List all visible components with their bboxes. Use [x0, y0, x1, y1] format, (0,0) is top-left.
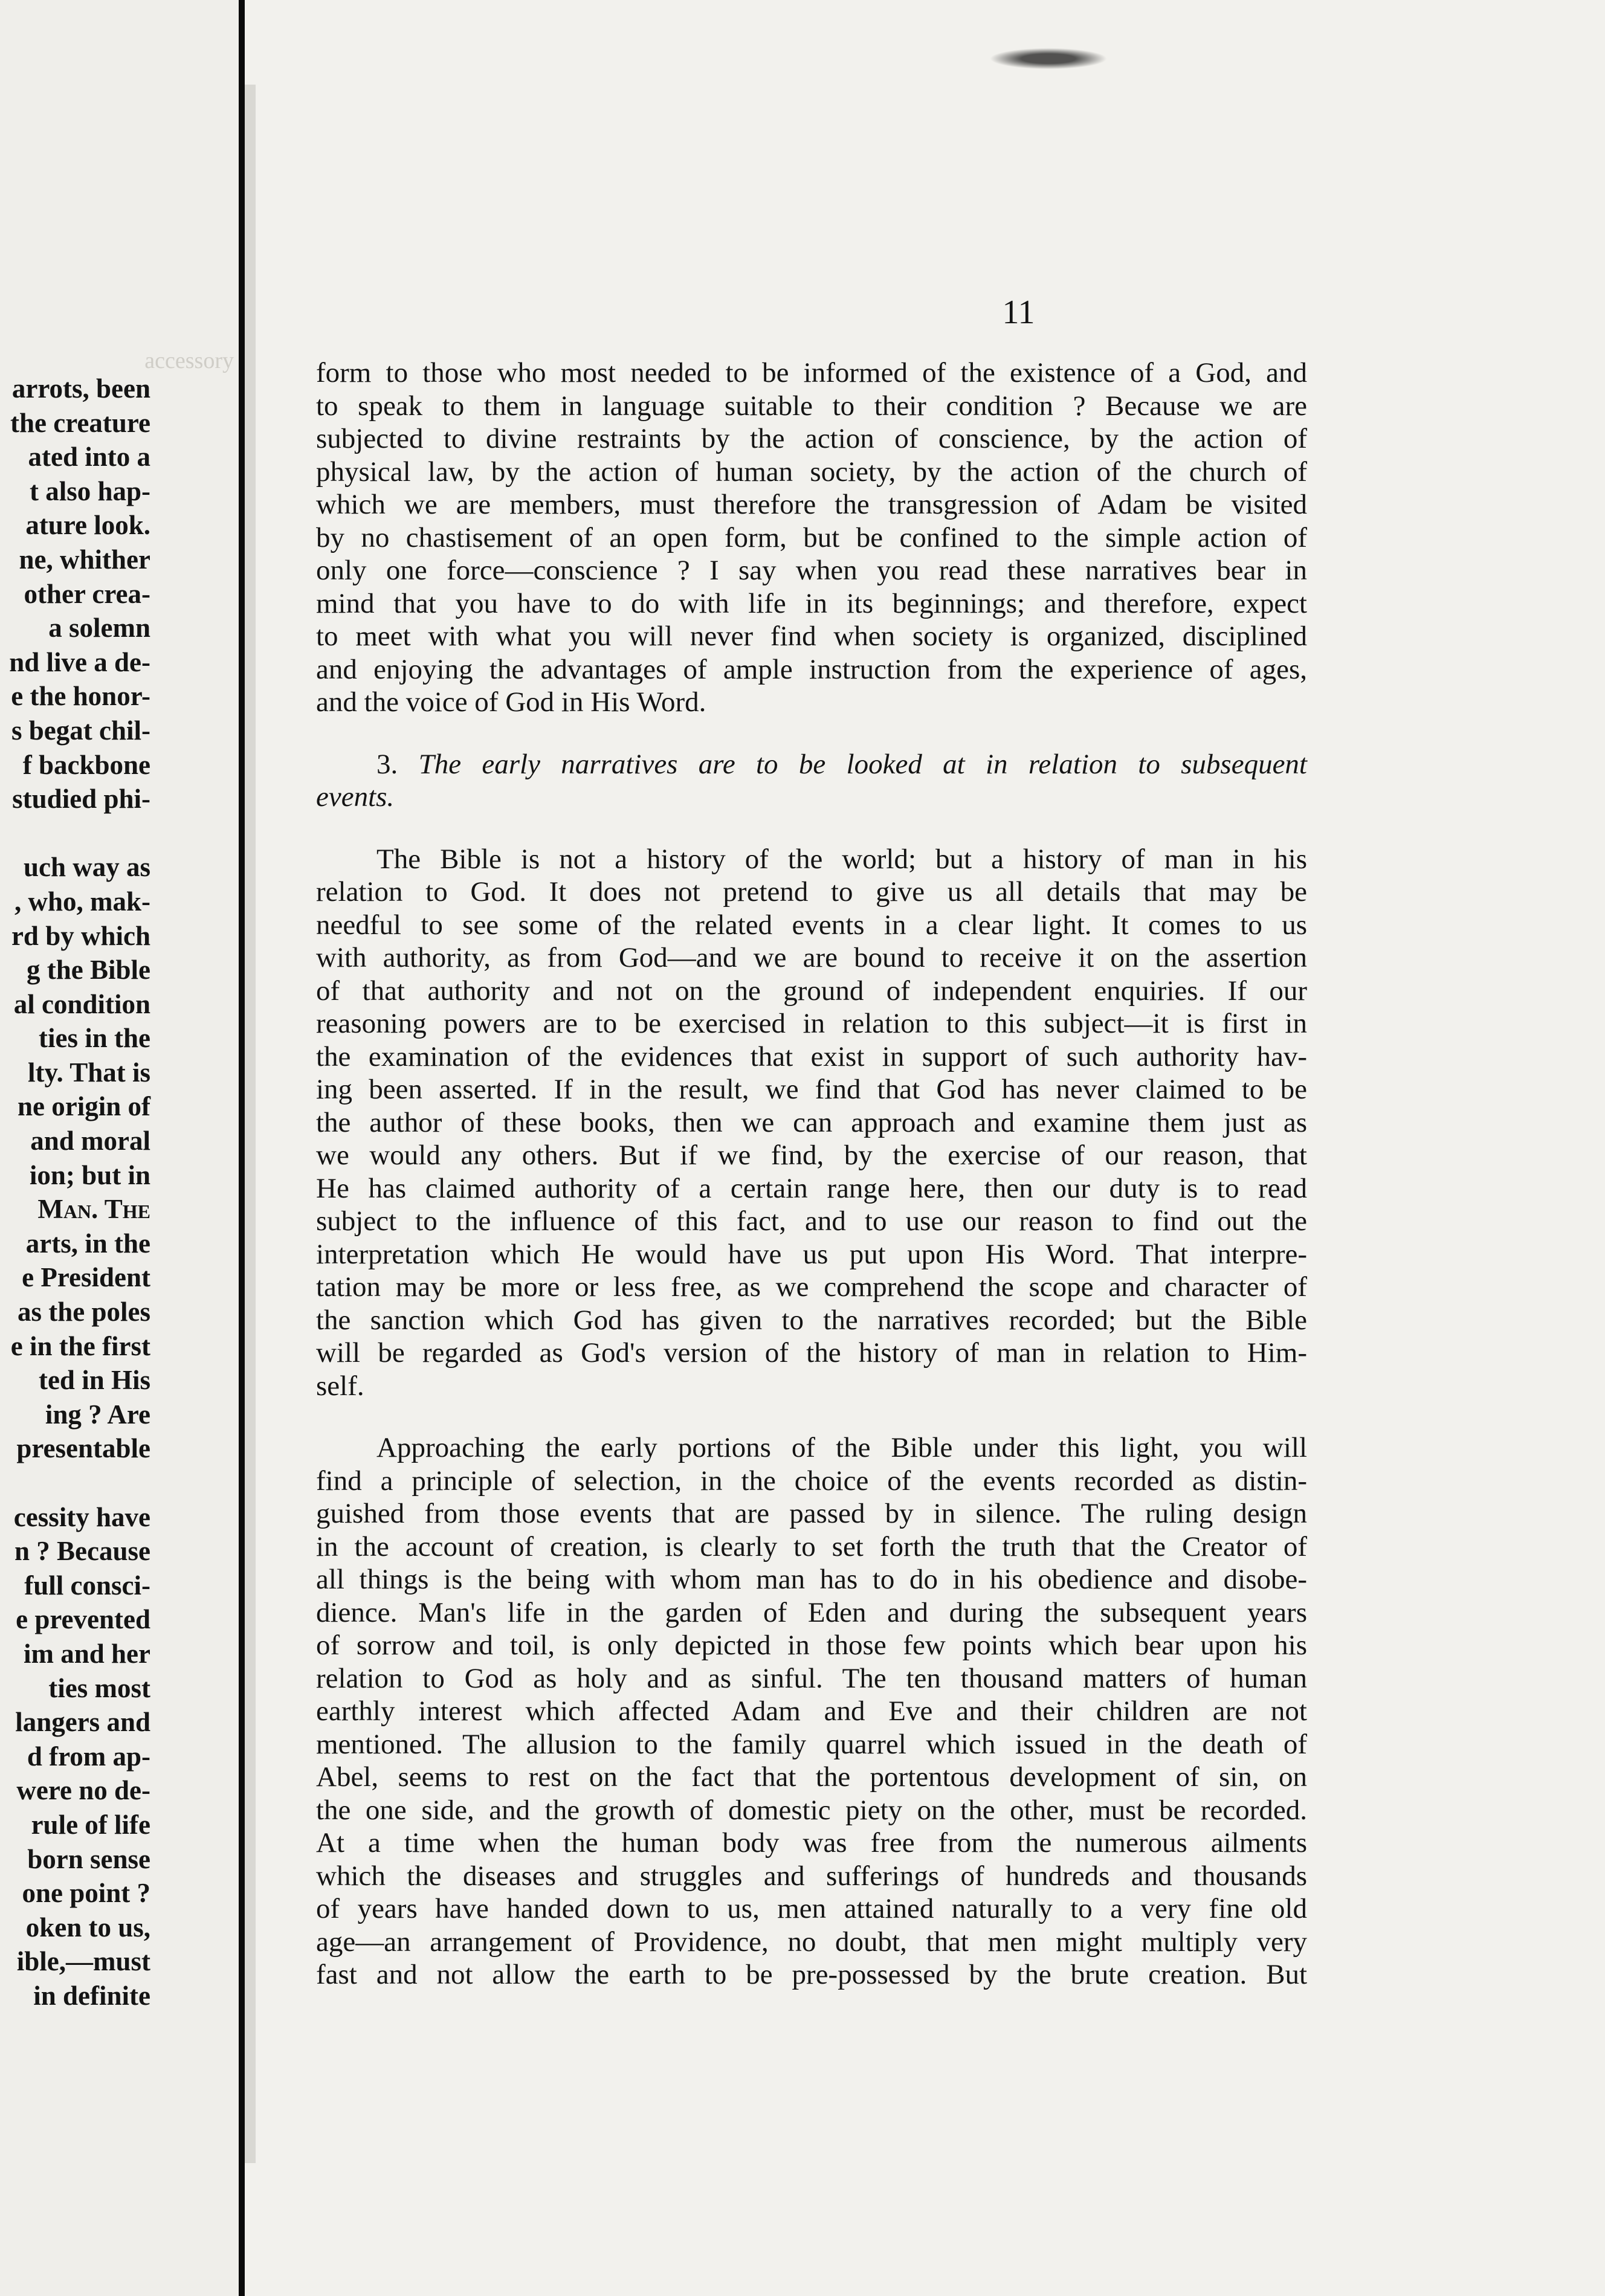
- left-page-line: t also hap-: [29, 476, 150, 506]
- text-line: The Bible is not a history of the world; but a history of man in his: [376, 843, 1307, 875]
- paragraph-bible-history: [316, 843, 1307, 1403]
- left-page-line: s begat chil-: [11, 715, 150, 746]
- text-line: earthly interest which affected Adam and Eve and their children are not: [316, 1695, 1307, 1727]
- section-heading: [316, 748, 1307, 814]
- text-line: to speak to them in language suitable to their condition ? Because we are: [316, 390, 1307, 422]
- left-page-line: lty. That is: [28, 1057, 150, 1088]
- text-line: needful to see some of the related events in a clear light. It comes to us: [316, 909, 1307, 941]
- text-line: form to those who most needed to be informed of the existence of a God, and: [316, 357, 1307, 389]
- left-page-line: arrots, been: [11, 373, 150, 404]
- text-line: by no chastisement of an open form, but be confined to the simple action of: [316, 521, 1307, 553]
- left-page-line: ible,—must: [16, 1946, 150, 1977]
- text-line: interpretation which He would have us put upon His Word. That interpre-: [316, 1238, 1307, 1270]
- left-page-line: rule of life: [31, 1809, 150, 1840]
- binding-mark: [985, 47, 1112, 70]
- text-line: of years have handed down to us, men attained naturally to a very fine old: [316, 1893, 1307, 1924]
- text-line: will be regarded as God's version of the history of man in relation to Him-: [316, 1337, 1307, 1369]
- left-page-line: e President: [22, 1262, 150, 1293]
- text-line: relation to God. It does not pretend to give us all details that may be: [316, 876, 1307, 908]
- text-line: reasoning powers are to be exercised in relation to this subject—it is first in: [316, 1008, 1307, 1039]
- text-line: in the account of creation, is clearly to set forth the truth that the Creator of: [316, 1530, 1307, 1562]
- paragraph-selection-principle: [316, 1431, 1307, 1991]
- left-page-line: e in the first: [10, 1330, 150, 1361]
- text-line: the examination of the evidences that exist in support of such authority hav-: [316, 1040, 1307, 1072]
- text-line: He has claimed authority of a certain range here, then our duty is to read: [316, 1172, 1307, 1204]
- left-page-line: f backbone: [22, 749, 150, 780]
- left-page-line: studied phi-: [12, 784, 150, 814]
- text-line: Abel, seems to rest on the fact that the portentous development of sin, on: [316, 1761, 1307, 1793]
- text-line: of that authority and not on the ground of independent enquiries. If our: [316, 975, 1307, 1007]
- left-page-line: presentable: [16, 1433, 150, 1464]
- paragraph-continued: [316, 356, 1307, 719]
- left-page-line: ion; but in: [29, 1159, 150, 1190]
- left-page-line: ties in the: [39, 1023, 150, 1054]
- text-line: ing been asserted. If in the result, we find that God has never claimed to be: [316, 1074, 1307, 1105]
- page-gutter: [239, 0, 245, 2296]
- text-line: age—an arrangement of Providence, no doubt, that men might multiply very: [316, 1926, 1307, 1958]
- text-line: Approaching the early portions of the Bible under this light, you will: [376, 1432, 1307, 1463]
- text-line: the author of these books, then we can approach and examine them just as: [316, 1106, 1307, 1138]
- text-line: fast and not allow the earth to be pre-possessed by the brute creation. But: [316, 1959, 1307, 1990]
- left-page-line: ated into a: [28, 442, 150, 472]
- left-page-line: cessity have: [13, 1501, 150, 1532]
- text-line: with authority, as from God—and we are bound to receive it on the assertion: [316, 942, 1307, 973]
- left-page-line: n ? Because: [15, 1536, 150, 1567]
- left-page-line: nd live a de-: [9, 647, 150, 677]
- text-line: mentioned. The allusion to the family quarrel which issued in the death of: [316, 1728, 1307, 1760]
- text-line: the sanction which God has given to the narratives recorded; but the Bible: [316, 1304, 1307, 1336]
- left-page-line: born sense: [27, 1843, 150, 1874]
- left-page-line: other crea-: [24, 578, 150, 609]
- left-page-line: ne origin of: [18, 1091, 150, 1122]
- text-line: dience. Man's life in the garden of Eden and during the subsequent years: [316, 1596, 1307, 1628]
- left-page-line: g the Bible: [26, 955, 150, 985]
- text-line: to meet with what you will never find when society is organized, disciplined: [316, 621, 1307, 652]
- left-page-line: in definite: [33, 1980, 150, 2011]
- left-page-line: ne, whither: [19, 544, 150, 575]
- text-line: subjected to divine restraints by the action of conscience, by the action of: [316, 423, 1307, 454]
- left-page-line: , who, mak-: [14, 886, 150, 917]
- text-line: we would any others. But if we find, by the exercise of our reason, that: [316, 1140, 1307, 1171]
- text-line: only one force—conscience ? I say when you read these narratives bear in: [316, 555, 1307, 586]
- left-page-text-column: [0, 372, 150, 2013]
- text-line: mind that you have to do with life in its beginnings; and therefore, expect: [316, 587, 1307, 619]
- text-line: At a time when the human body was free from the numerous ailments: [316, 1827, 1307, 1859]
- left-page-line: d from ap-: [27, 1741, 150, 1772]
- page-edge-shadow: [245, 85, 256, 2163]
- text-line: find a principle of selection, in the choice of the events recorded as distin-: [316, 1465, 1307, 1497]
- right-page: [245, 0, 1605, 2296]
- text-line: physical law, by the action of human society, by the action of the church of: [316, 456, 1307, 488]
- text-line: subject to the influence of this fact, and to use our reason to find out the: [316, 1205, 1307, 1237]
- heading-text-continued: events.: [316, 781, 395, 813]
- text-line: tation may be more or less free, as we comprehend the scope and character of: [316, 1271, 1307, 1303]
- left-page-line: the creature: [10, 407, 150, 438]
- left-page-line: and moral: [30, 1126, 150, 1156]
- left-page-line: ties most: [48, 1672, 150, 1703]
- page-number: 11: [1002, 294, 1035, 331]
- bleed-through-text: accessory: [144, 348, 234, 373]
- text-line: guished from those events that are passed by in silence. The ruling design: [316, 1498, 1307, 1529]
- left-page-line: were no de-: [16, 1775, 150, 1806]
- left-page-line: langers and: [15, 1707, 150, 1738]
- heading-text: The early narratives are to be looked at in relation to subsequent: [418, 748, 1307, 780]
- left-page-line: e prevented: [16, 1604, 150, 1635]
- text-line: all things is the being with whom man has to do in his obedience and disobe-: [316, 1564, 1307, 1595]
- left-page-line: ted in His: [38, 1365, 150, 1396]
- text-line: the one side, and the growth of domestic piety on the other, must be recorded.: [316, 1794, 1307, 1826]
- left-page-line: a solemn: [48, 613, 150, 643]
- left-page-line: ing ? Are: [45, 1399, 150, 1430]
- heading-number: 3.: [376, 748, 398, 780]
- text-line: and enjoying the advantages of ample instruction from the experience of ages,: [316, 653, 1307, 685]
- body-text: [316, 356, 1307, 2020]
- text-line: relation to God as holy and as sinful. The ten thousand matters of human: [316, 1662, 1307, 1694]
- left-page-line: full consci-: [24, 1570, 150, 1601]
- text-line: which the diseases and struggles and sufferings of hundreds and thousands: [316, 1860, 1307, 1892]
- left-page-line: as the poles: [17, 1297, 150, 1327]
- left-page-line: al condition: [13, 988, 150, 1019]
- text-line: self.: [316, 1370, 364, 1402]
- text-line: of sorrow and toil, is only depicted in those few points which bear upon his: [316, 1630, 1307, 1661]
- text-line: which we are members, must therefore the transgression of Adam be visited: [316, 489, 1307, 520]
- left-page-fragment: [0, 0, 239, 2296]
- left-page-line: [0, 816, 150, 851]
- left-page-line: one point ?: [22, 1878, 150, 1909]
- left-page-line: im and her: [23, 1638, 150, 1669]
- left-page-line: rd by which: [11, 920, 150, 951]
- text-line: and the voice of God in His Word.: [316, 686, 706, 718]
- left-page-line: uch way as: [23, 852, 150, 883]
- left-page-line: Man. The: [37, 1194, 150, 1225]
- left-page-line: [0, 1466, 150, 1500]
- left-page-line: arts, in the: [25, 1228, 150, 1259]
- left-page-line: e the honor-: [11, 681, 150, 712]
- left-page-line: ature look.: [25, 510, 150, 541]
- left-page-line: oken to us,: [25, 1912, 150, 1943]
